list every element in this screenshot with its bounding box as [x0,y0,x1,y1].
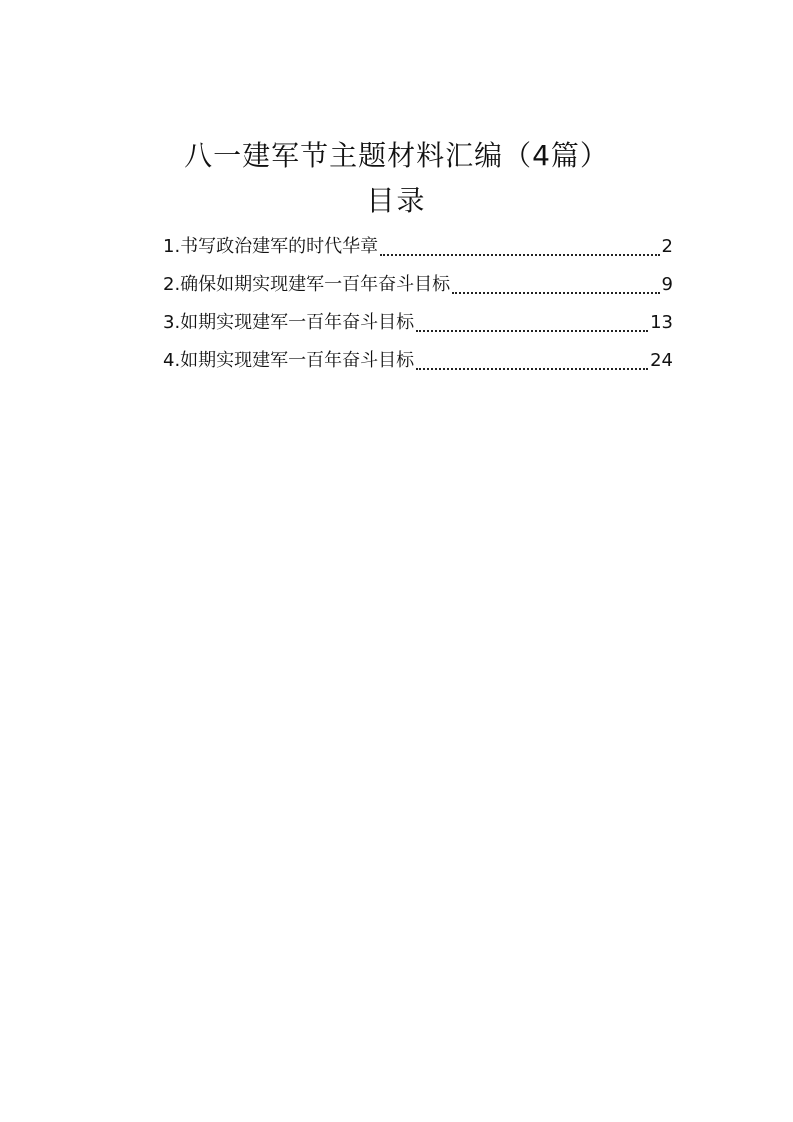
toc-entry-label: 2.确保如期实现建军一百年奋斗目标 [163,274,451,295]
toc-entry-page-number: 13 [650,312,673,333]
toc-dot-leader [416,330,648,332]
toc-dot-leader [380,254,659,256]
toc-entry-label: 4.如期实现建军一百年奋斗目标 [163,350,415,371]
toc-entry-page-number: 2 [661,236,673,257]
toc-entry-2[interactable] [163,266,673,304]
toc-entry-label: 3.如期实现建军一百年奋斗目标 [163,312,415,333]
toc-dot-leader [416,368,648,370]
toc-entry-1[interactable] [163,228,673,266]
toc-entry-4[interactable] [163,342,673,380]
toc-entry-page-number: 9 [661,274,673,295]
toc-entry-label: 1.书写政治建军的时代华章 [163,236,379,257]
document-title: 八一建军节主题材料汇编（4篇） [184,139,609,172]
table-of-contents [163,228,673,380]
toc-heading: 目录 [366,184,427,217]
toc-dot-leader [452,292,659,294]
toc-entry-page-number: 24 [650,350,673,371]
toc-entry-3[interactable] [163,304,673,342]
